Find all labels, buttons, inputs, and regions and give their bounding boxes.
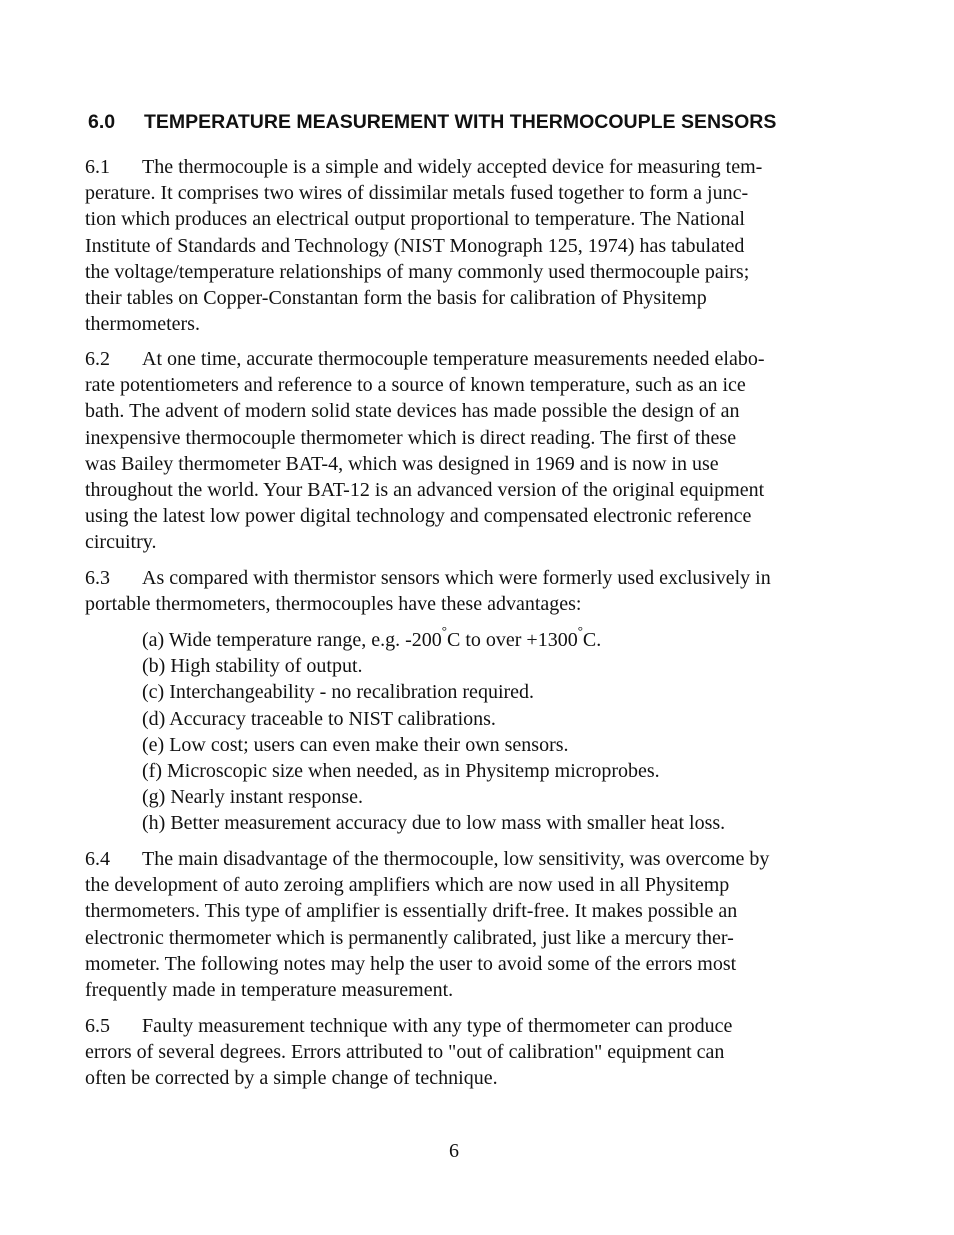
paragraph-line: [85, 1013, 855, 1039]
line-text: The main disadvantage of the thermocouple, low sensitivity, was overcome by: [142, 848, 770, 870]
paragraph-line: frequently made in temperature measurement.: [85, 979, 454, 1002]
paragraph-line: often be corrected by a simple change of technique.: [85, 1067, 498, 1090]
paragraph-line: using the latest low power digital technology and compensated electronic reference: [85, 505, 752, 528]
paragraph-line: the voltage/temperature relationships of many commonly used thermocouple pairs;: [85, 260, 750, 283]
paragraph-line: errors of several degrees. Errors attributed to "out of calibration" equipment can: [85, 1041, 725, 1064]
line-text: At one time, accurate thermocouple temperature measurements needed elabo-: [142, 348, 765, 370]
list-item: (b) High stability of output.: [142, 655, 363, 678]
paragraph-number: 6.1: [85, 156, 110, 178]
paragraph-line: was Bailey thermometer BAT-4, which was designed in 1969 and is now in use: [85, 452, 719, 475]
list-item: (c) Interchangeability - no recalibration required.: [142, 681, 535, 704]
advantages-list: [142, 623, 842, 837]
paragraph-line: throughout the world. Your BAT-12 is an advanced version of the original equipment: [85, 479, 765, 502]
list-item: [142, 623, 842, 653]
paragraph-number: 6.3: [85, 567, 110, 589]
paragraph-number: 6.2: [85, 348, 110, 370]
paragraph-line: circuitry.: [85, 531, 157, 554]
paragraph-line: electronic thermometer which is permanently calibrated, just like a mercury ther-: [85, 926, 734, 949]
paragraph-6-4: [85, 846, 855, 1003]
list-item: (h) Better measurement accuracy due to low mass with smaller heat loss.: [142, 812, 726, 835]
list-item: (e) Low cost; users can even make their own sensors.: [142, 733, 569, 756]
paragraph-line: the development of auto zeroing amplifiers which are now used in all Physitemp: [85, 874, 730, 897]
item-text: C.: [582, 629, 602, 651]
paragraph-line: [85, 846, 855, 872]
paragraph-line: bath. The advent of modern solid state devices has made possible the design of an: [85, 400, 740, 423]
section-heading: [88, 110, 888, 134]
paragraph-line: their tables on Copper-Constantan form the basis for calibration of Physitemp: [85, 287, 707, 310]
paragraph-line: portable thermometers, thermocouples have these advantages:: [85, 593, 582, 616]
paragraph-line: rate potentiometers and reference to a source of known temperature, such as an ice: [85, 374, 746, 397]
line-text: As compared with thermistor sensors which were formerly used exclusively in: [142, 567, 771, 589]
degree-symbol: °: [577, 623, 583, 638]
list-item: (f) Microscopic size when needed, as in Physitemp microprobes.: [142, 760, 660, 783]
paragraph-number: 6.5: [85, 1015, 110, 1037]
paragraph-line: perature. It comprises two wires of dissimilar metals fused together to form a junc-: [85, 182, 749, 205]
degree-symbol: °: [441, 623, 447, 638]
paragraph-line: thermometers.: [85, 313, 200, 336]
paragraph-line: thermometers. This type of amplifier is essentially drift-free. It makes possible an: [85, 900, 738, 923]
section-number: 6.0: [88, 111, 116, 133]
paragraph-line: [85, 346, 855, 372]
paragraph-6-3: [85, 565, 855, 617]
paragraph-line: [85, 154, 855, 180]
page-number: 6: [449, 1140, 459, 1162]
paragraph-line: [85, 565, 855, 591]
paragraph-number: 6.4: [85, 848, 110, 870]
paragraph-6-5: [85, 1013, 855, 1092]
line-text: Faulty measurement technique with any type of thermometer can produce: [142, 1015, 733, 1037]
item-text: C to over +1300: [447, 629, 578, 651]
paragraph-line: mometer. The following notes may help the user to avoid some of the errors most: [85, 952, 737, 975]
paragraph-line: Institute of Standards and Technology (NIST Monograph 125, 1974) has tabulated: [85, 234, 745, 257]
line-text: The thermocouple is a simple and widely accepted device for measuring tem-: [142, 156, 763, 178]
paragraph-6-1: [85, 154, 855, 337]
section-title: TEMPERATURE MEASUREMENT WITH THERMOCOUPLE SENSORS: [144, 111, 777, 133]
item-text: (a) Wide temperature range, e.g. -200: [142, 629, 442, 651]
paragraph-6-2: [85, 346, 855, 556]
list-item: (g) Nearly instant response.: [142, 786, 364, 809]
paragraph-line: tion which produces an electrical output proportional to temperature. The National: [85, 208, 745, 231]
paragraph-line: inexpensive thermocouple thermometer which is direct reading. The first of these: [85, 426, 737, 449]
list-item: (d) Accuracy traceable to NIST calibrations.: [142, 707, 496, 730]
